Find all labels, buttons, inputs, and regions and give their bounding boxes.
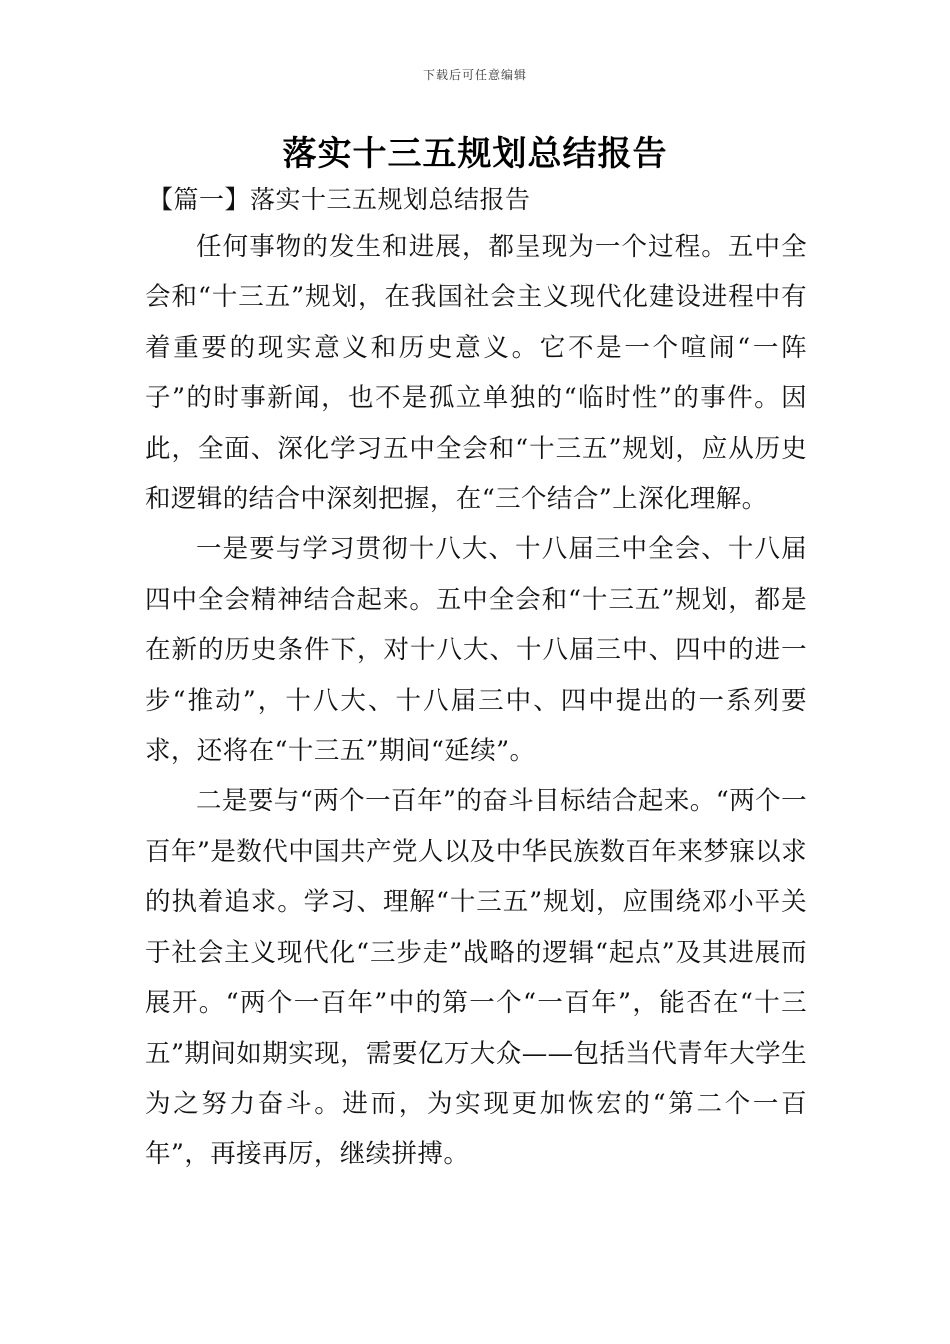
paragraph-3: 二是要与“两个一百年”的奋斗目标结合起来。“两个一百年”是数代中国共产党人以及中华民族数百年来梦寐以求的执着追求。学习、理解“十三五”规划，应围绕邓小平关于社会主义现代化“三步走”战略的逻辑“起点”及其进展而展开。“两个一百年”中的第一个“一百年”，能否在“十三五”期间如期实现，需要亿万大众——包括当代青年大学生为之努力奋斗。进而，为实现更加恢宏的“第二个一百年”，再接再厉，继续拼搏。: [145, 786, 807, 1170]
body-text: [145, 222, 807, 1180]
section-heading: 【篇一】落实十三五规划总结报告: [148, 185, 531, 214]
paragraph-2: 一是要与学习贯彻十八大、十八届三中全会、十八届四中全会精神结合起来。五中全会和“十三五”规划，都是在新的历史条件下，对十八大、十八届三中、四中的进一步“推动”，十八大、十八届三中、四中提出的一系列要求，还将在“十三五”期间“延续”。: [145, 534, 807, 767]
paragraph-1: 任何事物的发生和进展，都呈现为一个过程。五中全会和“十三五”规划，在我国社会主义现代化建设进程中有着重要的现实意义和历史意义。它不是一个喧闹“一阵子”的时事新闻，也不是孤立单独的“临时性”的事件。因此，全面、深化学习五中全会和“十三五”规划，应从历史和逻辑的结合中深刻把握，在“三个结合”上深化理解。: [145, 232, 807, 515]
document-title: 落实十三五规划总结报告: [282, 134, 668, 174]
header-note: 下载后可任意编辑: [422, 68, 527, 82]
